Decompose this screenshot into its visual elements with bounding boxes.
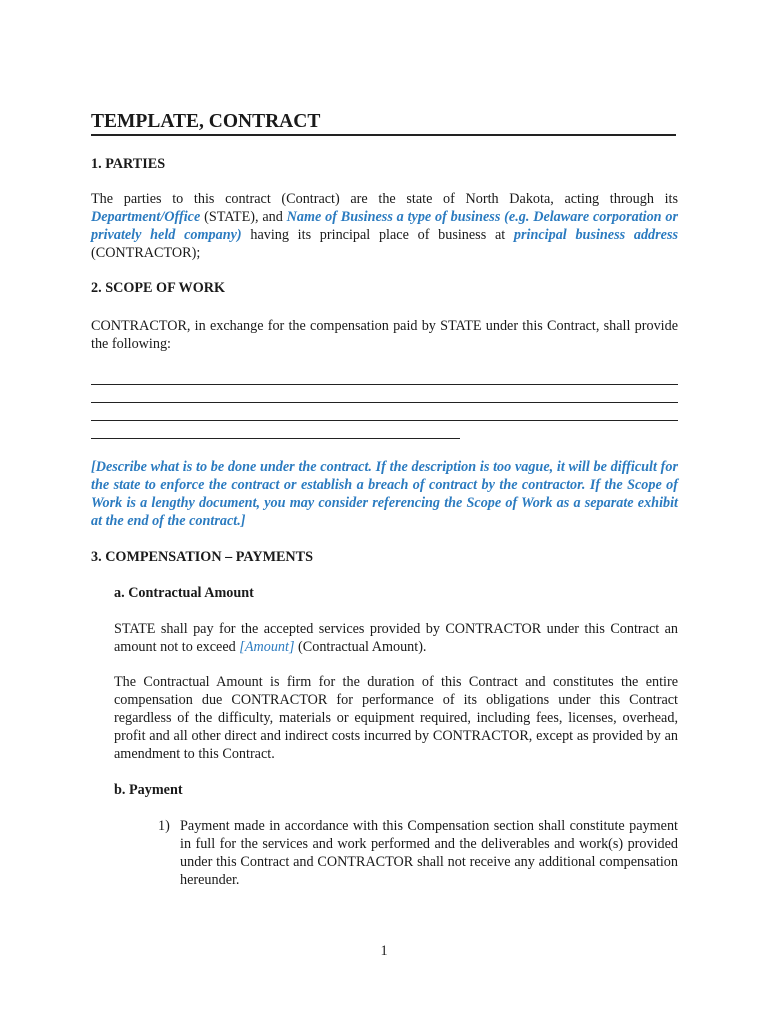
parties-text-4: (CONTRACTOR); [91, 245, 201, 261]
placeholder-address: principal business address [513, 227, 678, 243]
section-heading-scope: 2. SCOPE OF WORK [91, 280, 226, 296]
parties-paragraph [91, 190, 678, 262]
scope-instruction-note: [Describe what is to be done under the contract. If the description is too vague, it will be difficult for the state to enforce the contract or establish a breach of contract by the contractor. If the Scope of Work is a lengthy document, you may consider referencing the Scope of Work as a separate exhibit at the end of the contract.] [91, 459, 678, 529]
contractual-amount-text-1b: (Contractual Amount). [294, 639, 427, 655]
scope-paragraph: CONTRACTOR, in exchange for the compensation paid by STATE under this Contract, shall provide the following: [91, 318, 678, 352]
contractual-amount-paragraph-2: The Contractual Amount is firm for the duration of this Contract and constitutes the entire compensation due CONTRACTOR for performance of its obligations under this Contract regardless of the difficulty, materials or equipment required, including fees, licenses, overhead, profit and all other direct and indirect costs incurred by CONTRACTOR, except as provided by an amendment to this Contract. [114, 674, 678, 762]
blank-line-4 [91, 438, 460, 439]
blank-line-1 [91, 384, 678, 385]
section-heading-compensation: 3. COMPENSATION – PAYMENTS [91, 549, 314, 565]
parties-text-3: having its principal place of business at [241, 227, 514, 243]
section-heading-parties: 1. PARTIES [91, 156, 166, 172]
placeholder-amount: [Amount] [239, 639, 295, 655]
parties-text-1: The parties to this contract (Contract) are the state of North Dakota, acting through its [91, 191, 678, 207]
list-item-number: 1) [158, 818, 170, 834]
contractual-amount-text-1a: STATE shall pay for the accepted services provided by CONTRACTOR under this Contract an amount not to exceed [114, 621, 678, 655]
page-number: 1 [380, 943, 388, 959]
contractual-amount-paragraph-1 [114, 620, 678, 656]
blank-line-2 [91, 402, 678, 403]
list-item-text: Payment made in accordance with this Compensation section shall constitute payment in full for the services and work performed and the deliverables and work(s) provided under this Contract and CONTRACTOR shall not receive any additional compensation hereunder. [180, 818, 678, 888]
subheading-contractual-amount: a. Contractual Amount [114, 585, 254, 601]
document-title: TEMPLATE, CONTRACT [91, 110, 676, 136]
placeholder-department: Department/Office [91, 209, 201, 225]
blank-line-3 [91, 420, 678, 421]
parties-text-2: (STATE), and [200, 209, 287, 225]
subheading-payment: b. Payment [114, 782, 183, 798]
placeholder-business: Name of Business a type of business (e.g. Delaware corporation or privately held company) [91, 209, 678, 243]
payment-list-item [158, 817, 678, 889]
